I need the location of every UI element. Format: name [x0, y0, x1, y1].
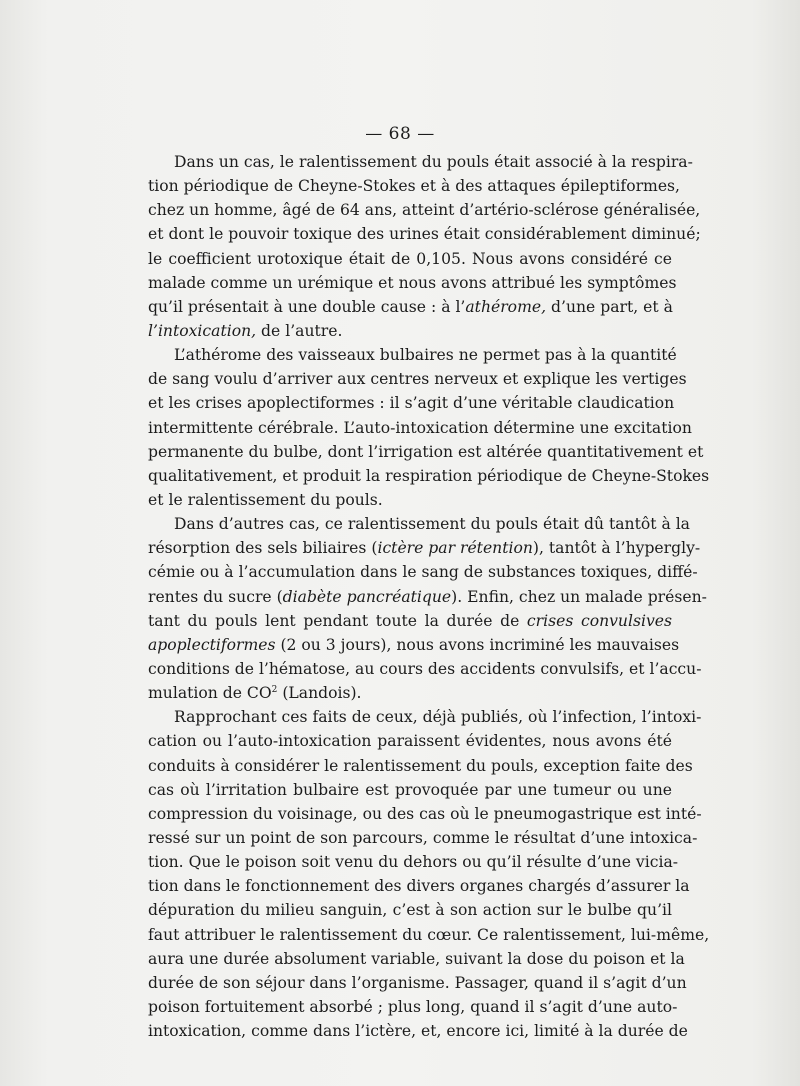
italic-term: apoplectiformes	[148, 635, 276, 654]
paragraph-2	[148, 343, 710, 512]
text-line: tion dans le fonctionnement des divers organes chargés d’assurer la	[148, 877, 690, 896]
text-line: L’athérome des vaisseaux bulbaires ne permet pas à la quantité	[174, 346, 677, 365]
text-line: permanente du bulbe, dont l’irrigation est altérée quantitativement et	[148, 442, 704, 461]
text-run: tant du pouls lent pendant toute la durée de	[148, 611, 527, 630]
text-line: cémie ou à l’accumulation dans le sang de substances toxiques, diffé-	[148, 563, 698, 582]
text-run: de l’autre.	[256, 321, 343, 340]
text-run: (2 ou 3 jours), nous avons incriminé les mauvaises	[275, 635, 680, 654]
italic-term: diabète pancréatique	[282, 587, 452, 606]
italic-term: athérome,	[465, 297, 547, 316]
text-line	[148, 536, 701, 560]
paragraph-4	[148, 705, 710, 1043]
text-line: Dans d’autres cas, ce ralentissement du pouls était dû tantôt à la	[174, 515, 690, 534]
text-run: (Landois).	[277, 684, 362, 703]
text-line: poison fortuitement absorbé ; plus long, quand il s’agit d’une auto-	[148, 997, 678, 1016]
body-text	[148, 150, 710, 1043]
text-line: conditions de l’hématose, au cours des accidents convulsifs, et l’accu-	[148, 659, 702, 678]
text-line: durée de son séjour dans l’organisme. Passager, quand il s’agit d’un	[148, 973, 687, 992]
text-line: Rapprochant ces faits de ceux, déjà publiés, où l’infection, l’intoxi-	[174, 708, 702, 727]
text-run: ), tantôt à l’hypergly-	[532, 539, 701, 558]
text-line: et dont le pouvoir toxique des urines était considérablement diminué;	[148, 225, 701, 244]
text-line: dépuration du milieu sanguin, c’est à son action sur le bulbe qu’il	[148, 901, 672, 920]
text-line: cas où l’irritation bulbaire est provoquée par une tumeur ou une	[148, 780, 672, 799]
text-line	[148, 319, 672, 343]
text-run: d’une part, et à	[546, 297, 673, 316]
text-line: cation ou l’auto-intoxication paraissent évidentes, nous avons été	[148, 732, 672, 751]
text-line	[148, 295, 672, 319]
text-line: malade comme un urémique et nous avons attribué les symptômes	[148, 273, 677, 292]
italic-term: l’intoxication,	[148, 321, 257, 340]
paragraph-3	[148, 512, 707, 705]
text-line: aura une durée absolument variable, suivant la dose du poison et la	[148, 949, 685, 968]
text-run: mulation de CO	[148, 684, 272, 703]
text-line: chez un homme, âgé de 64 ans, atteint d’artério-sclérose généralisée,	[148, 201, 701, 220]
italic-term: crises convulsives	[526, 611, 672, 630]
text-run: qu’il présentait à une double cause : à l’	[148, 297, 466, 316]
text-line: et le ralentissement du pouls.	[148, 490, 383, 509]
page-number: — 68 —	[365, 124, 435, 144]
text-run: ). Enfin, chez un malade présen-	[451, 587, 707, 606]
text-line	[148, 609, 672, 633]
text-line: tion périodique de Cheyne-Stokes et à des attaques épileptiformes,	[148, 177, 681, 196]
text-line	[148, 681, 672, 705]
text-line: intermittente cérébrale. L’auto-intoxication détermine une excitation	[148, 418, 692, 437]
text-line: compression du voisinage, ou des cas où le pneumogastrique est inté-	[148, 804, 702, 823]
text-line: tion. Que le poison soit venu du dehors ou qu’il résulte d’une vicia-	[148, 853, 679, 872]
text-line: et les crises apoplectiformes : il s’agit d’une véritable claudication	[148, 394, 675, 413]
text-line	[148, 585, 707, 609]
text-line: qualitativement, et produit la respiration périodique de Cheyne-Stokes	[148, 466, 710, 485]
text-line: faut attribuer le ralentissement du cœur. Ce ralentissement, lui-même,	[148, 925, 710, 944]
text-line: conduits à considérer le ralentissement du pouls, exception faite des	[148, 756, 693, 775]
text-line: Dans un cas, le ralentissement du pouls était associé à la respira-	[174, 153, 693, 171]
text-line	[148, 633, 680, 657]
text-line: le coefficient urotoxique était de 0,105. Nous avons considéré ce	[148, 249, 672, 268]
paragraph-1	[148, 150, 701, 343]
text-line: de sang voulu d’arriver aux centres nerveux et explique les vertiges	[148, 370, 687, 389]
text-line: ressé sur un point de son parcours, comme le résultat d’une intoxica-	[148, 828, 698, 847]
italic-term: ictère par rétention	[377, 539, 533, 558]
text-run: rentes du sucre (	[148, 587, 283, 606]
superscript: 2	[271, 684, 278, 695]
text-line: intoxication, comme dans l’ictère, et, encore ici, limité à la durée de	[148, 1022, 688, 1041]
text-run: résorption des sels biliaires (	[148, 539, 378, 558]
